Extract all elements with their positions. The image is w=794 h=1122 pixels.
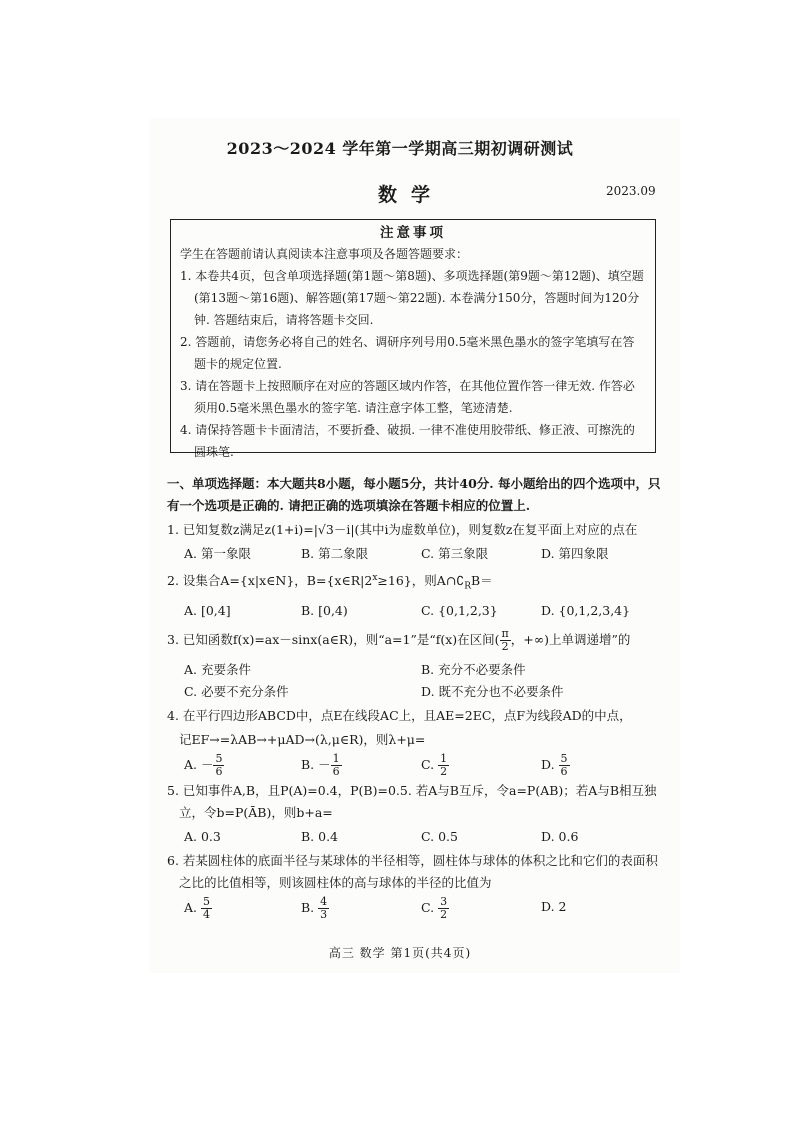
question-6-options [167, 896, 661, 921]
option-b: B. 第二象限 [301, 546, 369, 561]
option-b-label: B. － [301, 756, 331, 772]
question-3-options [167, 659, 661, 703]
option-c-label: C. [421, 756, 439, 772]
exam-title: 2023～2024 学年第一学期高三期初调研测试 [226, 139, 574, 158]
question-4: 4. 在平行四边形ABCD中，点E在线段AC上，且AE=2EC，点F为线段AD的中点， [167, 707, 632, 723]
notice-box [170, 219, 656, 459]
notice-title: 注意事项 [380, 225, 446, 241]
fraction-denominator: 6 [332, 764, 340, 778]
fraction-numerator: π [501, 626, 509, 640]
option-a: A. [0,4] [184, 602, 231, 618]
question-2-subscript: R [464, 581, 471, 592]
notice-item-4: 4. 请保持答题卡卡面清洁，不要折叠、破损. 一律不准使用胶带纸、修正液、可擦洗的圆珠笔. [180, 423, 635, 459]
option-d-label: D. [541, 756, 559, 772]
question-3-stem-b: ，+∞)上单调递增”的 [510, 631, 631, 647]
question-2-stem-b: ≥16}，则A∩∁ [377, 573, 465, 589]
option-b: B. 0.4 [301, 828, 339, 844]
fraction-numerator: 5 [215, 751, 223, 765]
fraction-numerator: 1 [332, 751, 340, 765]
question-2-stem-a: 2. 设集合A={x|x∈N}，B={x∈R|2 [167, 573, 373, 589]
question-1-options [167, 543, 661, 565]
option-c [421, 753, 541, 778]
option-b: B. 充分不必要条件 [421, 661, 526, 677]
option-a [184, 753, 301, 778]
section-heading: 一、单项选择题：本大题共8小题，每小题5分，共计40分. 每小题给出的四个选项中，只有一个选项是正确的. 请把正确的选项填涂在答题卡相应的位置上. [167, 476, 661, 513]
option-d: D. 第四象限 [541, 546, 609, 561]
subject-heading: 数学 [378, 184, 445, 206]
option-a: A. 0.3 [184, 828, 221, 844]
fraction-denominator: 2 [501, 639, 509, 653]
option-d: D. 0.6 [541, 828, 579, 844]
notice-item-1: 1. 本卷共4页，包含单项选择题(第1题～第8题)、多项选择题(第9题～第12题)、填空题(第13题～第16题)、解答题(第17题～第22题). 本卷满分150分，答题时间为120分钟. 答题结束后，请将答题卡交回. [180, 269, 644, 327]
question-3-fraction [500, 628, 511, 653]
notice-item-2: 2. 答题前，请您务必将自己的姓名、调研序列号用0.5毫米黑色墨水的签字笔填写在答题卡的规定位置. [180, 335, 635, 371]
option-d: D. 2 [541, 898, 567, 914]
question-4-line-2: 记EF→=λAB→+μAD→(λ,μ∈R)，则λ+μ= [179, 731, 426, 747]
option-c: C. 必要不充分条件 [184, 683, 289, 699]
option-b-label: B. [301, 899, 319, 915]
option-c-fraction [438, 896, 449, 921]
option-b: B. [0,4) [301, 602, 348, 618]
option-c-fraction [438, 753, 449, 778]
fraction-denominator: 4 [202, 907, 210, 921]
section-single-choice [167, 473, 661, 923]
exam-date: 2023.09 [606, 184, 656, 198]
question-6: 6. 若某圆柱体的底面半径与某球体的半径相等，圆柱体与球体的体积之比和它们的表面积之比的比值相等，则该圆柱体的高与球体的半径的比值为 [167, 852, 658, 890]
option-c [421, 896, 541, 921]
option-d-fraction [559, 753, 570, 778]
option-b-fraction [331, 753, 342, 778]
fraction-numerator: 1 [440, 751, 448, 765]
option-a-label: A. [184, 899, 201, 915]
fraction-numerator: 5 [560, 751, 568, 765]
option-a: A. 充要条件 [184, 661, 251, 677]
question-2-exponent: x [372, 573, 378, 583]
option-d: D. {0,1,2,3,4} [541, 602, 631, 618]
question-2-stem-c: B＝ [470, 573, 493, 589]
fraction-denominator: 2 [440, 764, 448, 778]
fraction-denominator: 3 [320, 907, 328, 921]
notice-intro: 学生在答题前请认真阅读本注意事项及各题答题要求： [180, 247, 469, 261]
question-5: 5. 已知事件A,B，且P(A)=0.4，P(B)=0.5. 若A与B互斥，令a=P(AB)；若A与B相互独立，令b=P(ĀB)，则b+a= [167, 782, 657, 820]
page-footer: 高三 数学 第1页(共4页) [328, 946, 472, 960]
fraction-numerator: 5 [202, 894, 210, 908]
option-b-fraction [318, 896, 329, 921]
option-b [301, 753, 421, 778]
option-a-fraction [201, 896, 212, 921]
fraction-denominator: 2 [440, 907, 448, 921]
question-4-options [167, 753, 661, 778]
question-3 [167, 628, 661, 653]
question-5-options [167, 826, 661, 848]
fraction-numerator: 3 [440, 894, 448, 908]
option-c-label: C. [421, 899, 439, 915]
fraction-numerator: 4 [320, 894, 328, 908]
option-d: D. 既不充分也不必要条件 [421, 683, 564, 699]
option-a [184, 896, 301, 921]
option-c: C. 0.5 [421, 828, 458, 844]
option-c: C. {0,1,2,3} [421, 602, 498, 618]
question-2 [167, 567, 661, 598]
fraction-denominator: 6 [215, 764, 223, 778]
option-b [301, 896, 421, 921]
option-a-label: A. － [184, 756, 214, 772]
option-d [541, 753, 570, 778]
fraction-denominator: 6 [560, 764, 568, 778]
question-3-stem-a: 3. 已知函数f(x)=ax－sinx(a∈R)，则“a=1”是“f(x)在区间( [167, 631, 500, 647]
question-1: 1. 已知复数z满足z(1+i)=|√3－i|(其中i为虚数单位)，则复数z在复平面上对应的点在 [167, 522, 638, 537]
option-a: A. 第一象限 [184, 546, 251, 561]
option-a-fraction [213, 753, 224, 778]
notice-item-3: 3. 请在答题卡上按照顺序在对应的答题区域内作答，在其他位置作答一律无效. 作答必须用0.5毫米黑色墨水的签字笔. 请注意字体工整，笔迹清楚. [180, 379, 635, 415]
option-c: C. 第三象限 [421, 546, 489, 561]
question-2-options [167, 600, 661, 622]
